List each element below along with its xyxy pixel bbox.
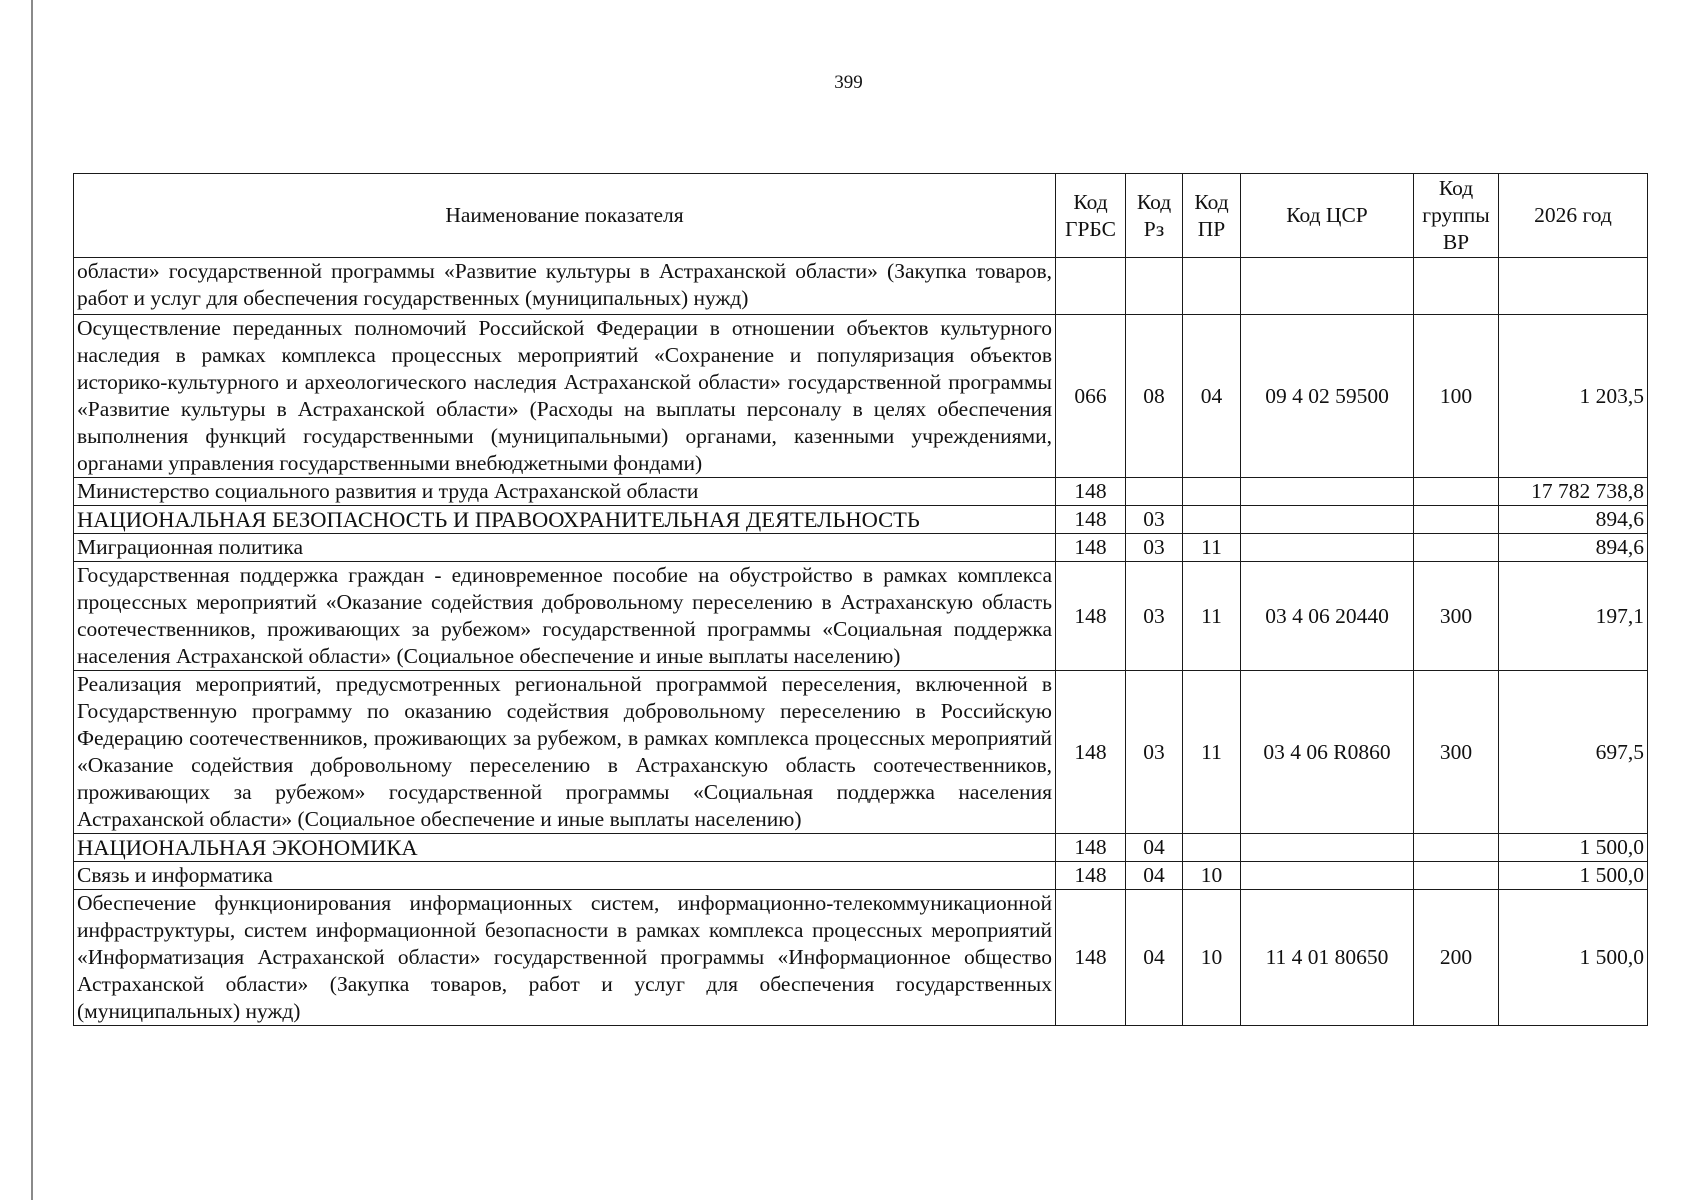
row-name: Государственная поддержка граждан - единовременное пособие на обустройство в рамках комплекса процессных мероприятий «Оказание содействия добровольному переселению в Астраханскую область соотечественников, проживающих за рубежом» государственной программы «Социальная поддержка населения Астраханской области» (Социальное обеспечение и иные выплаты населению) bbox=[74, 562, 1056, 671]
row-vr bbox=[1414, 534, 1499, 562]
row-rz: 04 bbox=[1126, 862, 1183, 890]
row-pr: 10 bbox=[1183, 890, 1241, 1026]
row-rz bbox=[1126, 478, 1183, 506]
table-body bbox=[74, 258, 1648, 1026]
row-amount: 894,6 bbox=[1499, 506, 1648, 534]
row-grbs: 148 bbox=[1056, 534, 1126, 562]
header-row bbox=[74, 174, 1648, 258]
row-name: НАЦИОНАЛЬНАЯ БЕЗОПАСНОСТЬ И ПРАВООХРАНИТЕЛЬНАЯ ДЕЯТЕЛЬНОСТЬ bbox=[74, 506, 1056, 534]
row-grbs: 148 bbox=[1056, 562, 1126, 671]
row-csr bbox=[1241, 258, 1414, 315]
row-vr bbox=[1414, 478, 1499, 506]
row-rz: 04 bbox=[1126, 834, 1183, 862]
table-row bbox=[74, 562, 1648, 671]
table-row bbox=[74, 506, 1648, 534]
header-rz: Код Рз bbox=[1126, 174, 1183, 258]
row-csr bbox=[1241, 534, 1414, 562]
row-amount: 197,1 bbox=[1499, 562, 1648, 671]
row-grbs: 148 bbox=[1056, 671, 1126, 834]
row-pr: 11 bbox=[1183, 562, 1241, 671]
page-number: 399 bbox=[834, 72, 863, 93]
row-csr bbox=[1241, 862, 1414, 890]
row-rz: 03 bbox=[1126, 671, 1183, 834]
row-vr bbox=[1414, 862, 1499, 890]
table-header bbox=[74, 174, 1648, 258]
table-row bbox=[74, 834, 1648, 862]
row-amount: 1 500,0 bbox=[1499, 890, 1648, 1026]
table-row bbox=[74, 534, 1648, 562]
header-vr: Код группы ВР bbox=[1414, 174, 1499, 258]
row-csr bbox=[1241, 478, 1414, 506]
header-grbs: Код ГРБС bbox=[1056, 174, 1126, 258]
row-name: Министерство социального развития и труда Астраханской области bbox=[74, 478, 1056, 506]
row-rz bbox=[1126, 258, 1183, 315]
row-rz: 03 bbox=[1126, 562, 1183, 671]
row-vr: 200 bbox=[1414, 890, 1499, 1026]
row-vr bbox=[1414, 506, 1499, 534]
row-name: Миграционная политика bbox=[74, 534, 1056, 562]
row-pr bbox=[1183, 258, 1241, 315]
row-csr: 11 4 01 80650 bbox=[1241, 890, 1414, 1026]
row-name: Связь и информатика bbox=[74, 862, 1056, 890]
row-vr: 300 bbox=[1414, 671, 1499, 834]
row-name: Осуществление переданных полномочий Российской Федерации в отношении объектов культурного наследия в рамках комплекса процессных мероприятий «Сохранение и популяризация объектов историко-культурного и археологического наследия Астраханской области» государственной программы «Развитие культуры в Астраханской области» (Расходы на выплаты персоналу в целях обеспечения выполнения функций государственными (муниципальными) органами, казенными учреждениями, органами управления государственными внебюджетными фондами) bbox=[74, 315, 1056, 478]
table-row bbox=[74, 890, 1648, 1026]
row-csr bbox=[1241, 834, 1414, 862]
row-csr: 03 4 06 R0860 bbox=[1241, 671, 1414, 834]
table-row bbox=[74, 315, 1648, 478]
row-grbs: 148 bbox=[1056, 834, 1126, 862]
row-rz: 03 bbox=[1126, 534, 1183, 562]
row-pr bbox=[1183, 478, 1241, 506]
row-rz: 04 bbox=[1126, 890, 1183, 1026]
row-rz: 03 bbox=[1126, 506, 1183, 534]
table-row bbox=[74, 478, 1648, 506]
budget-table bbox=[73, 173, 1648, 1026]
table-row bbox=[74, 862, 1648, 890]
row-name: Реализация мероприятий, предусмотренных региональной программой переселения, включенной в Государственную программу по оказанию содействия добровольному переселению в Российскую Федерацию соотечественников, проживающих за рубежом, в рамках комплекса процессных мероприятий «Оказание содействия добровольному переселению в Астраханскую область соотечественников, проживающих за рубежом» государственной программы «Социальная поддержка населения Астраханской области» (Социальное обеспечение и иные выплаты населению) bbox=[74, 671, 1056, 834]
row-csr: 09 4 02 59500 bbox=[1241, 315, 1414, 478]
row-name: НАЦИОНАЛЬНАЯ ЭКОНОМИКА bbox=[74, 834, 1056, 862]
row-pr bbox=[1183, 834, 1241, 862]
header-name: Наименование показателя bbox=[74, 174, 1056, 258]
row-grbs: 148 bbox=[1056, 862, 1126, 890]
row-csr bbox=[1241, 506, 1414, 534]
row-name: Обеспечение функционирования информационных систем, информационно-телекоммуникационной инфраструктуры, систем информационной безопасности в рамках комплекса процессных мероприятий «Информатизация Астраханской области» государственной программы «Информационное общество Астраханской области» (Закупка товаров, работ и услуг для обеспечения государственных (муниципальных) нужд) bbox=[74, 890, 1056, 1026]
row-grbs: 066 bbox=[1056, 315, 1126, 478]
row-rz: 08 bbox=[1126, 315, 1183, 478]
row-vr: 300 bbox=[1414, 562, 1499, 671]
row-amount: 1 500,0 bbox=[1499, 834, 1648, 862]
header-pr: Код ПР bbox=[1183, 174, 1241, 258]
row-amount: 697,5 bbox=[1499, 671, 1648, 834]
row-pr: 04 bbox=[1183, 315, 1241, 478]
row-amount: 1 203,5 bbox=[1499, 315, 1648, 478]
row-amount: 894,6 bbox=[1499, 534, 1648, 562]
row-name: области» государственной программы «Развитие культуры в Астраханской области» (Закупка товаров, работ и услуг для обеспечения государственных (муниципальных) нужд) bbox=[74, 258, 1056, 315]
row-csr: 03 4 06 20440 bbox=[1241, 562, 1414, 671]
header-csr: Код ЦСР bbox=[1241, 174, 1414, 258]
binding-margin-line bbox=[31, 0, 33, 1200]
row-grbs bbox=[1056, 258, 1126, 315]
row-vr bbox=[1414, 834, 1499, 862]
row-pr: 11 bbox=[1183, 671, 1241, 834]
row-grbs: 148 bbox=[1056, 506, 1126, 534]
header-year: 2026 год bbox=[1499, 174, 1648, 258]
row-pr: 10 bbox=[1183, 862, 1241, 890]
table-row bbox=[74, 258, 1648, 315]
row-grbs: 148 bbox=[1056, 890, 1126, 1026]
row-amount bbox=[1499, 258, 1648, 315]
row-amount: 1 500,0 bbox=[1499, 862, 1648, 890]
table-row bbox=[74, 671, 1648, 834]
row-vr: 100 bbox=[1414, 315, 1499, 478]
row-vr bbox=[1414, 258, 1499, 315]
row-amount: 17 782 738,8 bbox=[1499, 478, 1648, 506]
row-pr bbox=[1183, 506, 1241, 534]
row-pr: 11 bbox=[1183, 534, 1241, 562]
row-grbs: 148 bbox=[1056, 478, 1126, 506]
